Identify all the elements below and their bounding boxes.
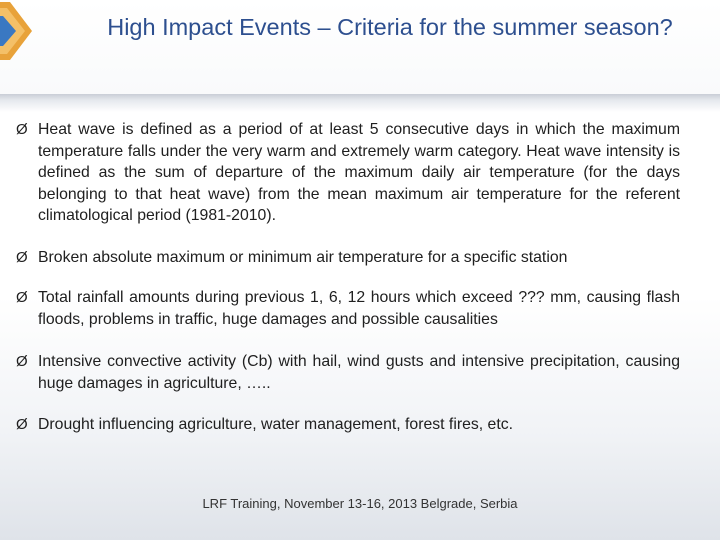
bullet-text: Total rainfall amounts during previous 1, 6, 12 hours which exceed ??? mm, causing flash floods, problems in traffic, huge damages and possible causalities (38, 289, 680, 328)
bullet-text: Intensive convective activity (Cb) with hail, wind gusts and intensive precipitation, causing huge damages in agriculture, ….. (38, 353, 680, 392)
bullet-arrow-icon: Ø (16, 353, 28, 370)
list-item (16, 351, 680, 394)
bullet-text: Broken absolute maximum or minimum air temperature for a specific station (38, 248, 568, 266)
bullet-list (16, 119, 680, 456)
bullet-arrow-icon: Ø (16, 289, 28, 306)
arrow-chevron-logo-icon (0, 0, 32, 62)
bullet-text: Drought influencing agriculture, water management, forest fires, etc. (38, 416, 514, 433)
bullet-text: Heat wave is defined as a period of at least 5 consecutive days in which the maximum temperature falls under the very warm and extremely warm category. Heat wave intensity is defined as the sum of departure of the maximum daily air temperature (for the days belonging to that heat wave) from the mean maximum air temperature for the referent climatological period (1981-2010). (38, 121, 680, 224)
bullet-arrow-icon: Ø (16, 416, 28, 433)
bullet-arrow-icon: Ø (16, 121, 28, 138)
list-item (16, 287, 680, 330)
title-divider (0, 94, 720, 112)
bullet-arrow-icon: Ø (16, 248, 28, 266)
footer-caption: LRF Training, November 13-16, 2013 Belgrade, Serbia (202, 496, 518, 511)
list-item (16, 247, 680, 269)
list-item (16, 119, 680, 227)
page-title: High Impact Events – Criteria for the summer season? (107, 14, 673, 40)
list-item (16, 414, 680, 436)
